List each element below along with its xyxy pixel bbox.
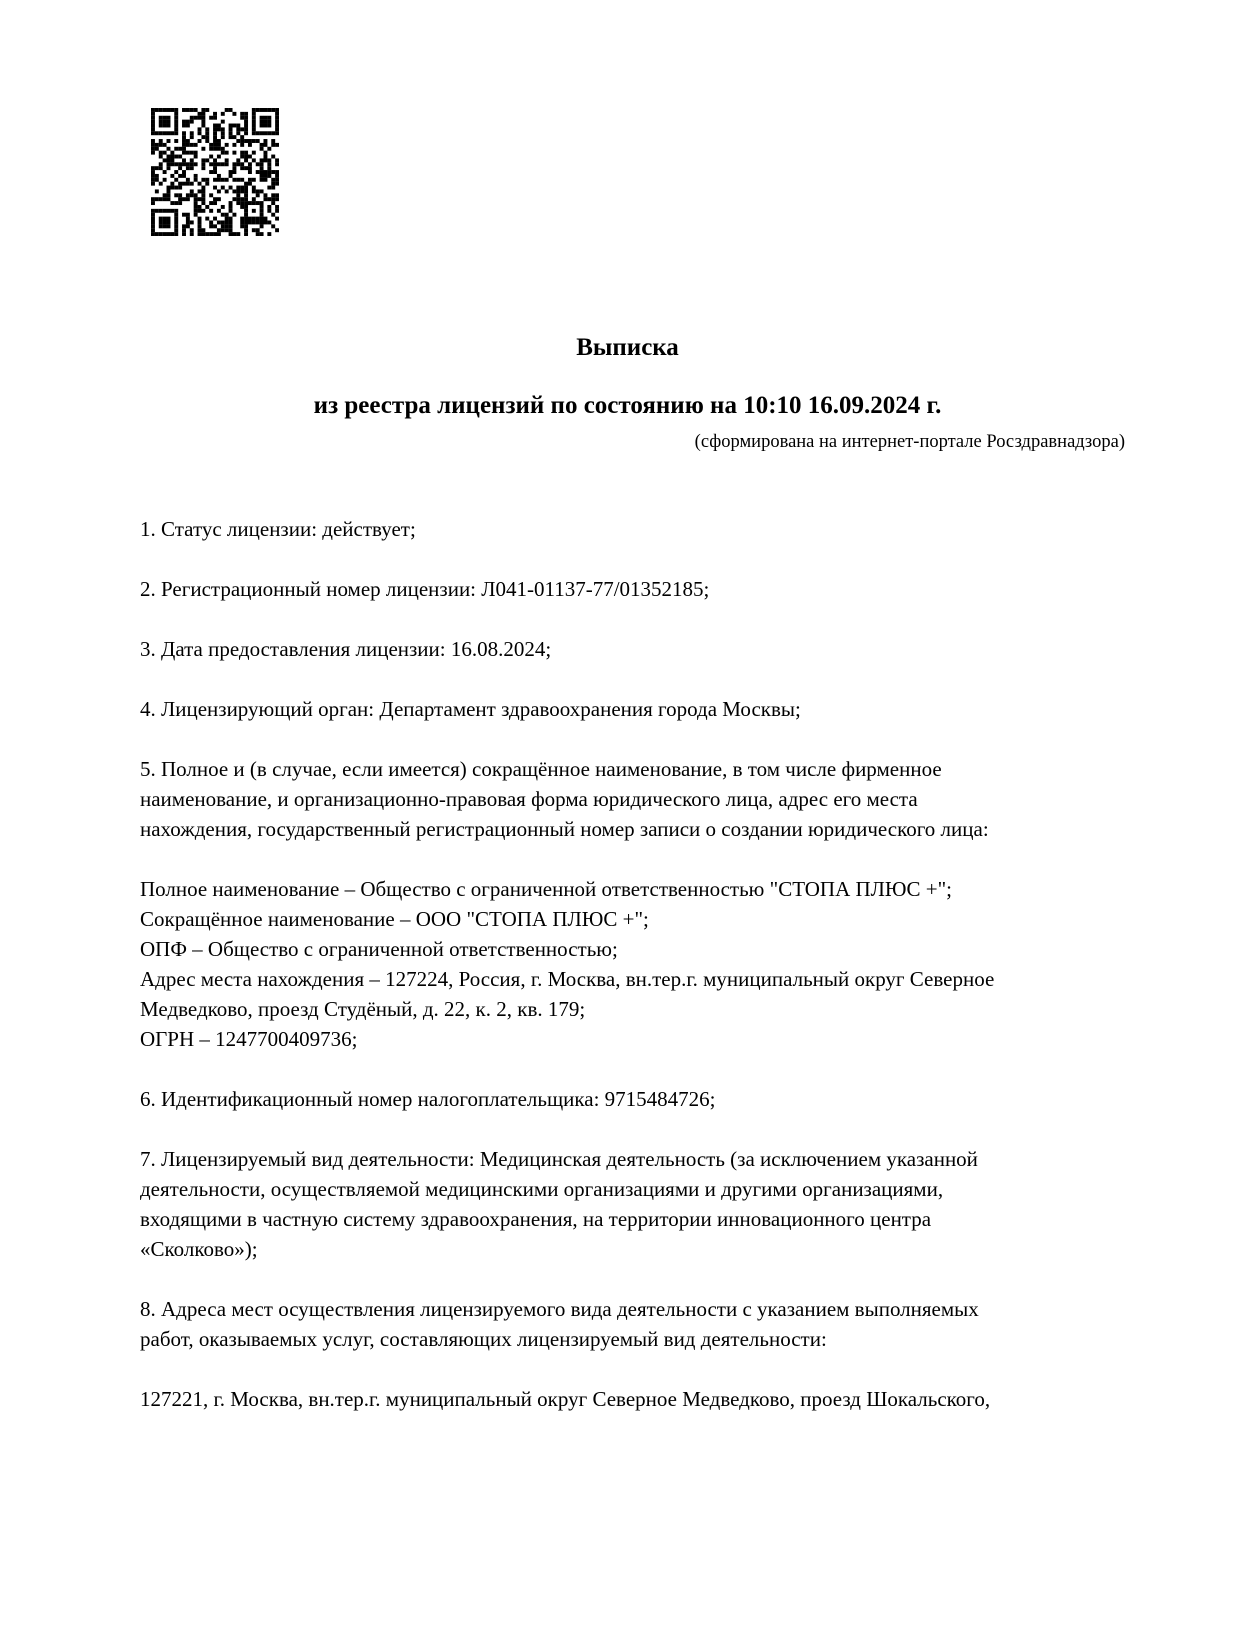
paragraph-line: 2. Регистрационный номер лицензии: Л041-01137-77/01352185;	[140, 577, 710, 601]
paragraph-line: 127221, г. Москва, вн.тер.г. муниципальный округ Северное Медведково, проезд Шокальского,	[140, 1387, 991, 1411]
paragraph-line: 6. Идентификационный номер налогоплательщика: 9715484726;	[140, 1087, 716, 1111]
paragraph	[140, 514, 1125, 544]
paragraph	[140, 1384, 1125, 1414]
paragraph-line: «Сколково»);	[140, 1237, 258, 1261]
paragraph-line: ОПФ – Общество с ограниченной ответственностью;	[140, 937, 618, 961]
paragraph-line: 8. Адреса мест осуществления лицензируемого вида деятельности с указанием выполняемых	[140, 1297, 979, 1321]
paragraph-line: работ, оказываемых услуг, составляющих лицензируемый вид деятельности:	[140, 1327, 827, 1351]
paragraph-line: 1. Статус лицензии: действует;	[140, 517, 416, 541]
paragraph-line: 4. Лицензирующий орган: Департамент здравоохранения города Москвы;	[140, 697, 801, 721]
document-body	[140, 514, 1125, 1444]
qr-code-icon	[151, 108, 279, 236]
paragraph-line: Адрес места нахождения – 127224, Россия, г. Москва, вн.тер.г. муниципальный округ Северное	[140, 967, 995, 991]
paragraph-line: Медведково, проезд Студёный, д. 22, к. 2, кв. 179;	[140, 997, 586, 1021]
paragraph-line: деятельности, осуществляемой медицинскими организациями и другими организациями,	[140, 1177, 944, 1201]
paragraph	[140, 694, 1125, 724]
paragraph-line: нахождения, государственный регистрационный номер записи о создании юридического лица:	[140, 817, 989, 841]
paragraph	[140, 1144, 1125, 1264]
paragraph	[140, 574, 1125, 604]
paragraph	[140, 634, 1125, 664]
paragraph	[140, 1084, 1125, 1114]
paragraph-line: 3. Дата предоставления лицензии: 16.08.2024;	[140, 637, 552, 661]
paragraph-line: Сокращённое наименование – ООО "СТОПА ПЛЮС +";	[140, 907, 649, 931]
paragraph-line: Полное наименование – Общество с ограниченной ответственностью "СТОПА ПЛЮС +";	[140, 877, 952, 901]
paragraph-line: наименование, и организационно-правовая форма юридического лица, адрес его места	[140, 787, 918, 811]
paragraph	[140, 754, 1125, 844]
paragraph-line: 7. Лицензируемый вид деятельности: Медицинская деятельность (за исключением указанной	[140, 1147, 978, 1171]
paragraph-line: ОГРН – 1247700409736;	[140, 1027, 358, 1051]
title-line-2: из реестра лицензий по состоянию на 10:10 16.09.2024 г.	[313, 392, 942, 419]
paragraph	[140, 874, 1125, 1054]
paragraph-line: 5. Полное и (в случае, если имеется) сокращённое наименование, в том числе фирменное	[140, 757, 942, 781]
paragraph-line: входящими в частную систему здравоохранения, на территории инновационного центра	[140, 1207, 932, 1231]
document-subtitle: (сформирована на интернет-портале Росздравнадзора)	[694, 432, 1125, 452]
document-title	[140, 319, 1115, 435]
title-line-1: Выписка	[576, 334, 679, 361]
paragraph	[140, 1294, 1125, 1354]
